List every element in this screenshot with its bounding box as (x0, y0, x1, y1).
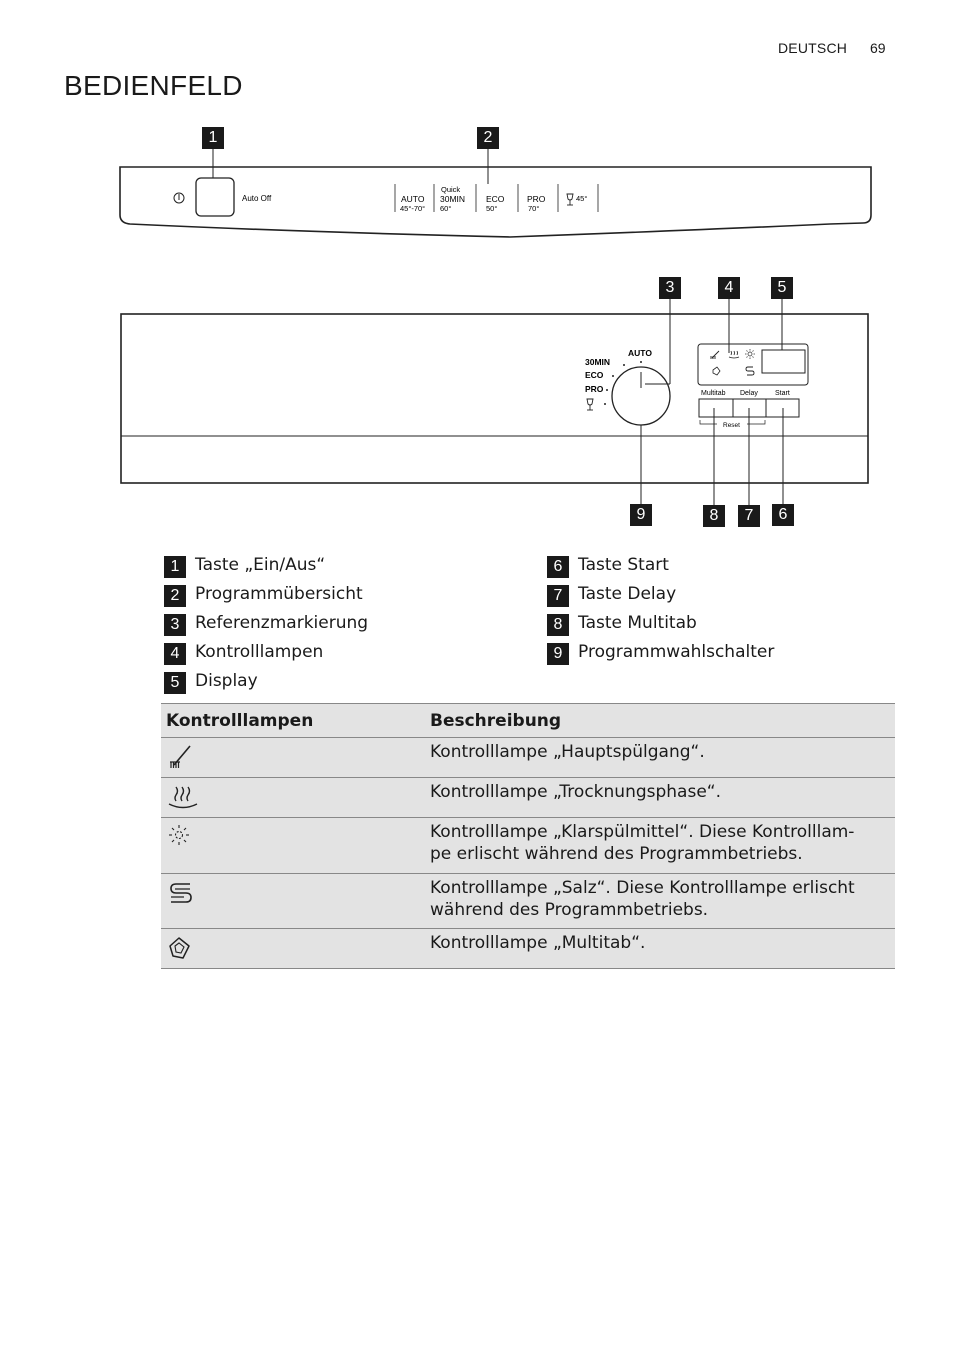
power-icon (174, 193, 184, 203)
table-row (161, 778, 895, 818)
legend-label: Taste „Ein/Aus“ (195, 555, 326, 575)
prog-pro-name: PRO (527, 194, 546, 204)
prog-pro-temp: 70° (528, 204, 540, 213)
salt-icon (746, 367, 754, 375)
table-header-lamps: Kontrolllampen (161, 704, 425, 738)
callout-7: 7 (738, 505, 760, 527)
legend-label: Kontrolllampen (195, 642, 324, 662)
rinse-aid-icon (166, 823, 196, 851)
main-wash-icon (711, 351, 719, 359)
multitab-icon (166, 934, 196, 962)
table-cell-description: Kontrolllampe „Multitab“. (425, 929, 895, 969)
table-row (161, 874, 895, 929)
legend-number: 6 (547, 556, 569, 578)
table-cell-icon (161, 874, 425, 929)
table-cell-description (425, 874, 895, 929)
callout-2: 2 (477, 127, 499, 149)
rinse-aid-icon (745, 349, 755, 359)
description-line: pe erlischt während des Programmbetriebs. (430, 844, 803, 864)
glass-icon (567, 194, 573, 205)
display-shape (762, 350, 805, 373)
reset-label: Reset (723, 422, 740, 429)
legend-number: 4 (164, 643, 186, 665)
legend-number: 2 (164, 585, 186, 607)
control-panel-diagram (0, 0, 954, 540)
callout-4: 4 (718, 277, 740, 299)
table-row (161, 818, 895, 874)
table-header-description: Beschreibung (425, 704, 895, 738)
drying-icon (729, 351, 739, 358)
salt-icon (166, 879, 196, 907)
power-button-shape (196, 178, 234, 216)
prog-quick-temp: 60° (440, 204, 452, 213)
table-row (161, 929, 895, 969)
button-label-delay: Delay (740, 390, 758, 397)
indicator-table (161, 703, 895, 969)
prog-quick-name: 30MIN (440, 194, 466, 204)
callout-6: 6 (772, 504, 794, 526)
legend-label: Taste Delay (578, 584, 677, 604)
multitab-icon (713, 367, 720, 375)
prog-glass-temp: 45° (576, 194, 588, 203)
dial-label-pro: PRO (585, 384, 604, 394)
main-wash-icon (166, 743, 196, 771)
dial-label-30min: 30MIN (585, 357, 611, 367)
legend-label: Display (195, 671, 258, 691)
legend-label: Programmwahlschalter (578, 642, 775, 662)
legend-label: Taste Multitab (578, 613, 697, 633)
table-cell-icon (161, 929, 425, 969)
prog-auto-temp: 45°-70° (400, 204, 426, 213)
legend-number: 7 (547, 585, 569, 607)
prog-eco-temp: 50° (486, 204, 498, 213)
header-language: DEUTSCH (778, 40, 848, 56)
prog-quick-pre: Quick (441, 185, 461, 194)
description-line: Kontrolllampe „Salz“. Diese Kontrolllampe erlischt (430, 878, 855, 898)
button-label-start: Start (775, 390, 790, 397)
legend-number: 3 (164, 614, 186, 636)
table-cell-icon (161, 738, 425, 778)
auto-off-label: Auto Off (242, 194, 272, 203)
legend-number: 5 (164, 672, 186, 694)
legend-number: 8 (547, 614, 569, 636)
table-cell-description (425, 818, 895, 874)
callout-5: 5 (771, 277, 793, 299)
legend-label: Taste Start (578, 555, 669, 575)
legend-number: 9 (547, 643, 569, 665)
dial-label-auto: AUTO (628, 348, 652, 358)
glass-icon (587, 399, 593, 410)
button-label-multitab: Multitab (701, 390, 726, 397)
callout-1: 1 (202, 127, 224, 149)
dial-label-eco: ECO (585, 370, 604, 380)
prog-eco-name: ECO (486, 194, 505, 204)
page-number: 69 (870, 40, 886, 56)
table-cell-icon (161, 818, 425, 874)
legend-number: 1 (164, 556, 186, 578)
callout-8: 8 (703, 505, 725, 527)
multitab-button-shape (699, 399, 733, 417)
description-line: während des Programmbetriebs. (430, 900, 709, 920)
table-cell-description: Kontrolllampe „Hauptspülgang“. (425, 738, 895, 778)
table-cell-icon (161, 778, 425, 818)
table-row (161, 738, 895, 778)
table-cell-description: Kontrolllampe „Trocknungsphase“. (425, 778, 895, 818)
prog-auto-name: AUTO (401, 194, 425, 204)
description-line: Kontrolllampe „Klarspülmittel“. Diese Kontrolllam- (430, 822, 855, 842)
callout-3: 3 (659, 277, 681, 299)
table-header-row (161, 704, 895, 738)
legend-label: Referenzmarkierung (195, 613, 369, 633)
callout-9: 9 (630, 504, 652, 526)
page-title: BEDIENFELD (64, 70, 243, 101)
drying-icon (166, 783, 200, 811)
legend-label: Programmübersicht (195, 584, 363, 604)
